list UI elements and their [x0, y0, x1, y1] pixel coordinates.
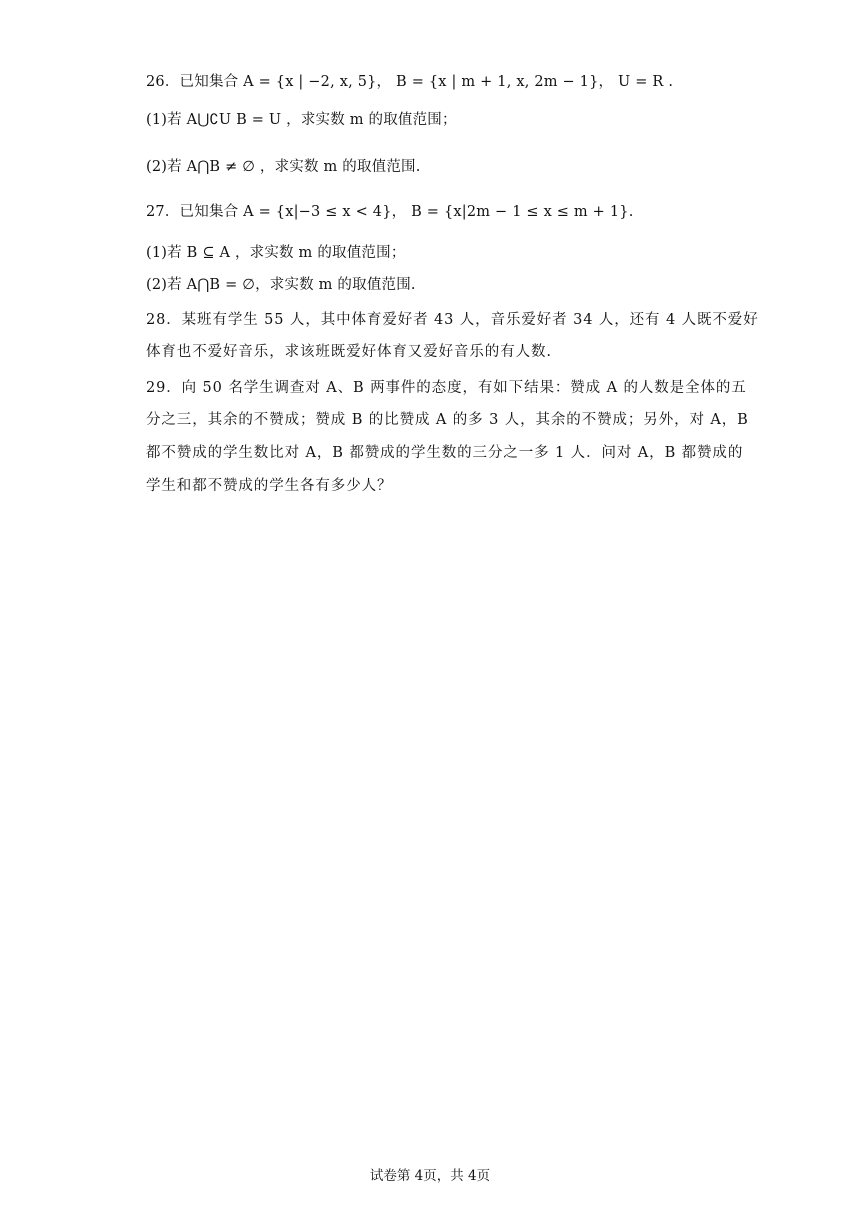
question-26-part-1: (1)若 A⋃∁U B = U ，求实数 m 的取值范围；	[146, 112, 457, 128]
question-29-line-2: 分之三，其余的不赞成；赞成 B 的比赞成 A 的多 3 人，其余的不赞成；另外，对 A，B	[146, 412, 749, 428]
question-26-stem: 26．已知集合 A = {x | −2, x, 5}， B = {x | m + 1, x, 2m − 1}， U = R .	[146, 74, 674, 90]
question-26-part-2: (2)若 A⋂B ≠ ∅ ，求实数 m 的取值范围.	[146, 159, 421, 175]
question-29-line-3: 都不赞成的学生数比对 A，B 都赞成的学生数的三分之一多 1 人．问对 A，B 都赞成的	[146, 445, 744, 461]
question-29-line-1: 29．向 50 名学生调查对 A、B 两事件的态度，有如下结果：赞成 A 的人数是全体的五	[146, 380, 747, 396]
question-29-line-4: 学生和都不赞成的学生各有多少人？	[146, 478, 393, 494]
question-27-stem: 27．已知集合 A = {x|−3 ≤ x < 4}， B = {x|2m − 1 ≤ x ≤ m + 1}.	[146, 204, 634, 220]
question-28-line-1: 28．某班有学生 55 人，其中体育爱好者 43 人，音乐爱好者 34 人，还有 4 人既不爱好	[146, 312, 759, 328]
question-27-part-1: (1)若 B ⊆ A ，求实数 m 的取值范围；	[146, 245, 406, 261]
page-footer: 试卷第 4页，共 4页	[369, 1168, 491, 1184]
question-28-line-2: 体育也不爱好音乐，求该班既爱好体育又爱好音乐的有人数.	[146, 344, 552, 360]
question-27-part-2: (2)若 A⋂B = ∅，求实数 m 的取值范围.	[146, 277, 416, 293]
